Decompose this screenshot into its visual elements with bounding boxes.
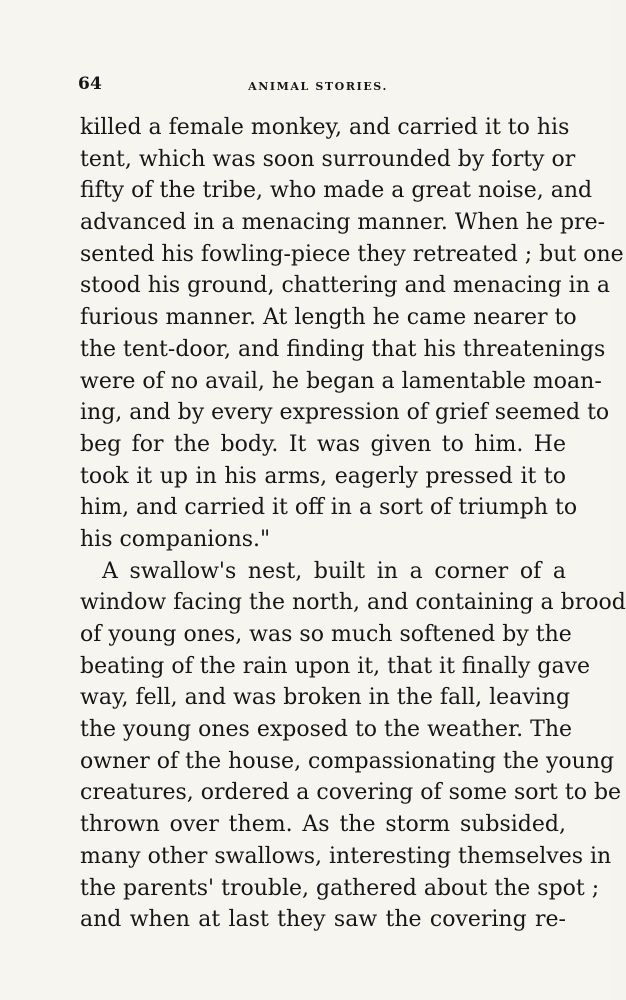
text-line: the tent-door, and finding that his threatenings [80, 336, 606, 362]
text-line: took it up in his arms, eagerly pressed it to [80, 463, 566, 489]
text-line: were of no avail, he began a lamentable moan- [80, 368, 602, 394]
text-line: ing, and by every expression of grief seemed to [80, 400, 610, 426]
text-line: beg for the body. It was given to him. He [80, 431, 566, 457]
page-header [78, 70, 558, 94]
text-line: creatures, ordered a covering of some sort to be [80, 780, 622, 806]
page-number: 64 [78, 74, 103, 94]
text-line: and when at last they saw the covering re- [80, 907, 566, 933]
text-line: of young ones, was so much softened by the [80, 622, 572, 647]
running-title: ANIMAL STORIES. [248, 80, 388, 93]
text-line: many other swallows, interesting themselves in [80, 843, 612, 869]
text-line: advanced in a menacing manner. When he pre- [80, 210, 606, 236]
page-body [80, 112, 626, 936]
text-line: A swallow's nest, built in a corner of a [102, 558, 566, 584]
text-line: window facing the north, and containing a brood [80, 590, 626, 616]
paragraph [80, 556, 626, 936]
text-line: him, and carried it off in a sort of triumph to [80, 495, 578, 521]
text-line: killed a female monkey, and carried it to his [80, 115, 570, 140]
text-line: sented his fowling-piece they retreated ; but one [80, 241, 624, 267]
text-line: beating of the rain upon it, that it finally gave [80, 653, 591, 679]
text-line: tent, which was soon surrounded by forty or [80, 146, 576, 172]
text-line: way, fell, and was broken in the fall, leaving [80, 685, 571, 711]
paragraph [80, 112, 624, 556]
text-line: the young ones exposed to the weather. The [80, 717, 573, 743]
text-line: stood his ground, chattering and menacing in a [80, 273, 610, 299]
text-line: thrown over them. As the storm subsided, [80, 812, 566, 838]
text-line: fifty of the tribe, who made a great noise, and [80, 178, 593, 204]
text-line: furious manner. At length he came nearer to [80, 305, 577, 331]
text-line: owner of the house, compassionating the young [80, 748, 615, 774]
text-line: the parents' trouble, gathered about the spot ; [80, 875, 600, 901]
text-line: his companions." [80, 526, 271, 552]
